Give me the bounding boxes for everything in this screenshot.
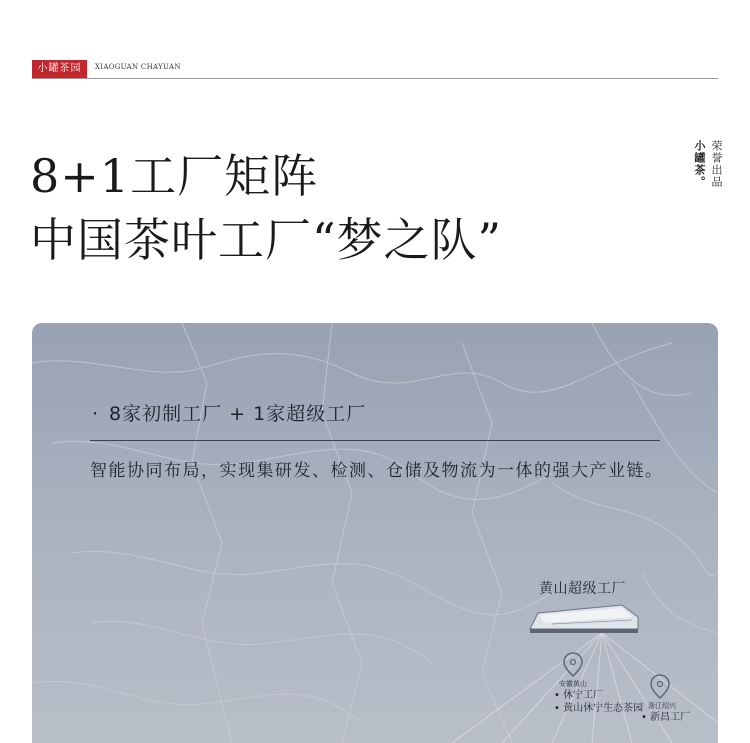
china-map-outline xyxy=(32,323,718,743)
pin-item-label: • 休宁工厂 xyxy=(554,690,604,701)
seal-text-right: 荣誉出品 xyxy=(710,140,723,188)
location-pin-icon xyxy=(564,653,582,676)
honor-seal xyxy=(686,140,722,196)
header-divider xyxy=(32,78,718,79)
super-factory-building-icon xyxy=(530,605,638,633)
section-description: 智能协同布局，实现集研发、检测、仓储及物流为一体的强大产业链。 xyxy=(90,461,664,481)
section-heading xyxy=(92,399,366,426)
top-header-bar xyxy=(32,58,718,80)
page-title-line-1: 8+1工厂矩阵 xyxy=(30,149,319,203)
page-title-line-2: 中国茶叶工厂“梦之队” xyxy=(30,213,503,267)
pin-item-label: • 黄山休宁生态茶园 xyxy=(554,703,644,714)
section-heading-text: 8家初制工厂 + 1家超级工厂 xyxy=(109,403,367,425)
super-factory-label: 黄山超级工厂 xyxy=(539,581,626,597)
brand-logo-badge[interactable]: 小罐茶园 xyxy=(32,60,87,78)
pin-region-label: 安徽黄山 xyxy=(559,680,587,688)
seal-text-left: 小罐茶。 xyxy=(693,140,706,188)
heading-bullet: · xyxy=(92,403,100,425)
pin-region-label: 浙江绍兴 xyxy=(648,702,676,710)
pin-item-label: • 新昌工厂 xyxy=(641,712,691,723)
section-divider xyxy=(90,440,660,441)
factory-map-panel xyxy=(32,323,718,743)
brand-english-name: XIAOGUAN CHAYUAN xyxy=(95,63,181,71)
